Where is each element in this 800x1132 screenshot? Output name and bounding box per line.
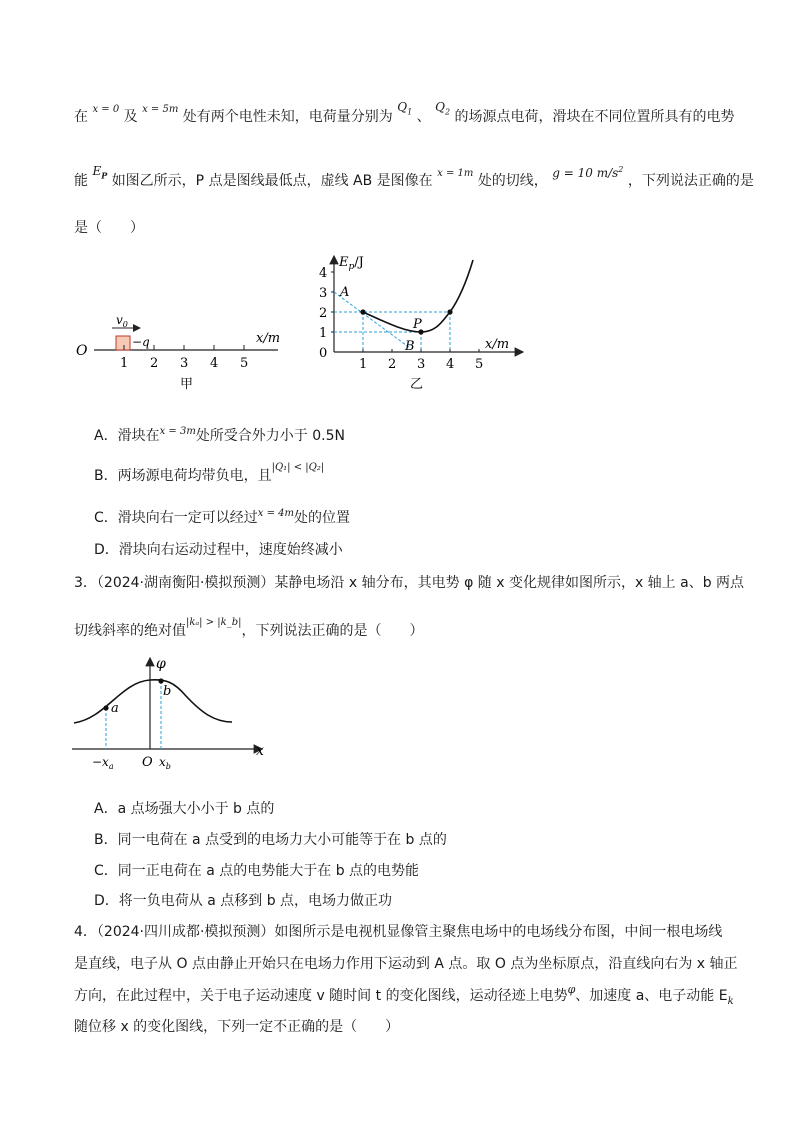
yi-xtick-label: 2 xyxy=(388,357,397,372)
q2-option-d[interactable]: D．滑块向右运动过程中，速度始终减小 xyxy=(94,542,343,558)
jia-tick-label: 2 xyxy=(150,356,159,371)
yi-ytick-label: 2 xyxy=(319,306,328,321)
jia-caption: 甲 xyxy=(180,377,194,392)
velocity-label: $v_0$ xyxy=(116,313,128,329)
math-x0: x = 0 xyxy=(92,104,120,115)
yi-ytick-label: 4 xyxy=(319,266,328,281)
q2-option-a[interactable]: A．滑块在$^{x = 3m}$处所受合外力小于 0.5N xyxy=(94,426,345,444)
jia-tick-label: 1 xyxy=(120,356,129,371)
q2-text: 能 xyxy=(74,173,88,189)
q3-option-a[interactable]: A．a 点场强大小小于 b 点的 xyxy=(94,801,275,817)
phi-y-label: φ xyxy=(156,656,166,672)
phi-tick-a: $-x_a$ xyxy=(92,755,114,771)
q2-line2 xyxy=(74,164,754,190)
phi-curve xyxy=(74,680,232,723)
math-x5: x = 5m xyxy=(142,104,179,115)
yi-label-p: P xyxy=(413,317,422,332)
q2-option-c[interactable]: C．滑块向右一定可以经过$^{x = 4m}$处的位置 xyxy=(94,508,351,526)
phi-tick-b: $x_b$ xyxy=(159,755,171,771)
yi-x-label: x/m xyxy=(485,337,510,352)
phi-origin-label: O xyxy=(142,755,153,770)
q2-text: 、 xyxy=(416,109,431,125)
math-ep: $E_P$ xyxy=(92,164,108,181)
math-slope: |kₐ| > |k_b| xyxy=(186,617,242,628)
phi-point-a xyxy=(103,705,108,710)
phi-point-b xyxy=(158,678,163,683)
q2-text: 如图乙所示，P 点是图线最低点，虚线 AB 是图像在 xyxy=(111,173,433,189)
q3-option-d[interactable]: D．将一负电荷从 a 点移到 b 点，电场力做正功 xyxy=(94,893,393,909)
q2-text: 及 xyxy=(123,109,138,125)
yi-xtick-label: 5 xyxy=(475,357,484,372)
q2-line1 xyxy=(74,100,735,126)
q3-option-c[interactable]: C．同一正电荷在 a 点的电势能大于在 b 点的电势能 xyxy=(94,863,420,879)
phi-label-b: b xyxy=(163,684,172,699)
yi-ytick-label: 3 xyxy=(319,286,328,301)
math-q2: $Q_2$ xyxy=(435,100,451,117)
figure-jia xyxy=(70,308,300,398)
math-x1: x = 1m xyxy=(437,168,474,179)
q2-text: 处的切线， xyxy=(477,173,548,189)
yi-xtick-label: 1 xyxy=(359,357,368,372)
yi-label-b: B xyxy=(405,339,415,354)
math-phi: φ xyxy=(567,983,576,996)
q2-text: 的场源点电荷，滑块在不同位置所具有的电势 xyxy=(454,109,735,125)
yi-guide-lines xyxy=(334,292,450,352)
q3-option-b[interactable]: B．同一电荷在 a 点受到的电场力大小可能等于在 b 点的 xyxy=(94,832,447,848)
yi-label-a: A xyxy=(340,285,350,300)
jia-axis-label: x/m xyxy=(256,331,281,346)
yi-caption: 乙 xyxy=(410,377,424,392)
jia-tick-label: 3 xyxy=(180,356,189,371)
q2-text: ，下列说法正确的是 xyxy=(627,173,754,189)
q2-line3: 是（ ） xyxy=(74,220,144,236)
q4-line1: 4．（2024·四川成都·模拟预测）如图所示是电视机显像管主聚焦电场中的电场线分布图，中间一根电场线 xyxy=(74,924,723,940)
jia-tick-label: 5 xyxy=(240,356,249,371)
q4-line2: 是直线，电子从 O 点由静止开始只在电场力作用下运动到 A 点。取 O 点为坐标原点，沿直线向右为 x 轴正 xyxy=(74,956,738,972)
yi-xtick-label: 3 xyxy=(417,357,426,372)
jia-origin-label: O xyxy=(76,343,88,359)
q4-line3: 方向，在此过程中，关于电子运动速度 v 随时间 t 的变化图线，运动径迹上电势$^\varphi$、加速度 a、电子动能 $E_k$ xyxy=(74,983,734,1007)
yi-xtick-label: 4 xyxy=(446,357,455,372)
yi-point-x4 xyxy=(447,309,452,314)
charge-label: −q xyxy=(132,335,150,349)
q3-line1: 3．（2024·湖南衡阳·模拟预测）某静电场沿 x 轴分布，其电势 φ 随 x 变化规律如图所示，x 轴上 a、b 两点 xyxy=(74,575,745,591)
jia-tick-label: 4 xyxy=(210,356,219,371)
q3-line2: 切线斜率的绝对值$^{|k_a| > |k\_b|}$，下列说法正确的是（ ） xyxy=(74,617,424,639)
q2-text: 在 xyxy=(74,109,88,125)
q2-text: 处有两个电性未知，电荷量分别为 xyxy=(182,109,393,125)
q2-option-b[interactable]: B．两场源电荷均带负电，且$^{|Q_1| < |Q_2|}$ xyxy=(94,462,325,484)
math-g: g = 10 $m/s^2$ xyxy=(552,165,624,180)
phi-label-a: a xyxy=(111,701,119,716)
yi-y-label: $E_p/J$ xyxy=(339,255,364,272)
figure-phi xyxy=(66,652,276,777)
yi-ytick-label: 1 xyxy=(319,326,328,341)
q4-line4: 随位移 x 的变化图线，下列一定不正确的是（ ） xyxy=(74,1019,400,1035)
math-q1: $Q_1$ xyxy=(397,100,413,117)
figure-yi xyxy=(305,250,535,395)
phi-x-label: x xyxy=(256,743,264,759)
yi-ytick-label: 0 xyxy=(319,346,328,361)
slider-block xyxy=(116,336,130,350)
yi-yticks xyxy=(319,266,334,361)
yi-point-x1 xyxy=(360,309,365,314)
